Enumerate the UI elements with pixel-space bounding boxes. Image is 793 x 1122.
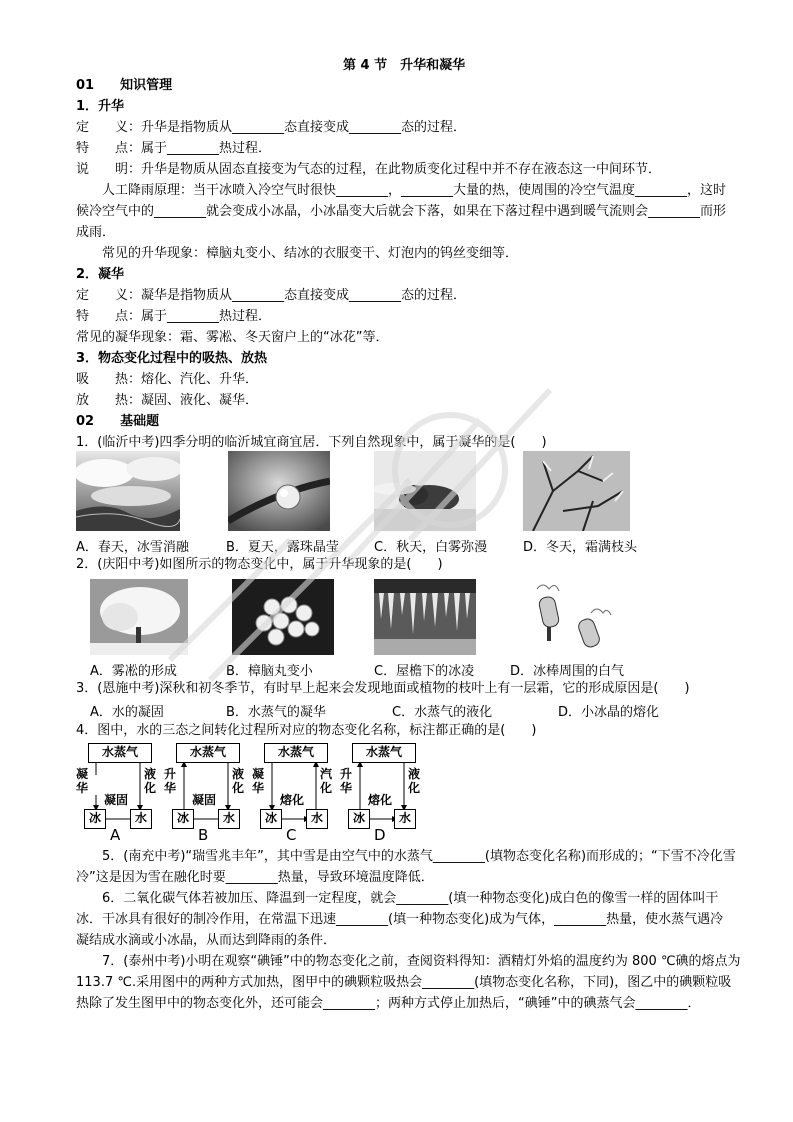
frost-branch-photo [523, 451, 630, 531]
right-label: 汽化 [320, 767, 333, 795]
section-heading: 02 基础题 [76, 414, 160, 429]
question-7-line: 7．(泰州中考)小明在观察“碘锤”中的物态变化之前，查阅资料得知：酒精灯外焰的温度约为 800 ℃碘的熔点为 [76, 954, 741, 969]
water-box: 水 [130, 809, 152, 829]
water-box: 水 [394, 809, 416, 829]
question-7-line: 113.7 ℃.采用图中的两种方式加热，图甲中的碘颗粒吸热会________(填物态变化名称，下同)，图乙中的碘颗粒吸 [76, 975, 732, 990]
diagram-letter: D [374, 826, 386, 844]
text-line: 常见的凝华现象：霜、雾凇、冬天窗户上的“冰花”等． [76, 330, 389, 345]
left-label: 凝华 [252, 767, 265, 795]
bottom-label: 凝固 [104, 793, 129, 807]
option-a: A．春天，冰雪消融 [76, 540, 189, 555]
ice-box: 冰 [172, 809, 194, 829]
water-box: 水 [218, 809, 240, 829]
rime-tree-photo [90, 579, 188, 655]
question-2-stem: 2．(庆阳中考)如图所示的物态变化中，属于升华现象的是( ) [76, 557, 443, 572]
subheading: 3．物态变化过程中的吸热、放热 [76, 351, 268, 366]
water-vapor-box: 水蒸气 [264, 743, 328, 763]
option-b: B．樟脑丸变小 [226, 664, 313, 679]
popsicle-photo [523, 579, 613, 655]
water-vapor-box: 水蒸气 [176, 743, 240, 763]
diagram-letter: A [110, 826, 121, 844]
question-6-line: 凝结成水滴或小冰晶，从而达到降雨的条件． [76, 933, 337, 948]
text-line: 特 点：属于________热过程． [76, 309, 272, 324]
subheading: 1．升华 [76, 99, 125, 114]
right-label: 液化 [232, 767, 245, 795]
text-line: 成雨． [76, 225, 116, 240]
text-line: 定 义：升华是指物质从________态直接变成________态的过程． [76, 120, 467, 135]
option-d: D．小冰晶的熔化 [558, 705, 660, 720]
question-1-stem: 1．(临沂中考)四季分明的临沂城宜商宜居．下列自然现象中，属于凝华的是( ) [76, 435, 547, 450]
option-c: C．屋檐下的冰凌 [374, 664, 475, 679]
option-d: D．冰棒周围的白气 [510, 664, 625, 679]
icicles-photo [374, 579, 476, 655]
ice-box: 冰 [348, 809, 370, 829]
dewdrop-photo [228, 451, 330, 531]
ice-box: 冰 [260, 809, 282, 829]
right-label: 液化 [408, 767, 421, 795]
page-title: 第 4 节 升华和凝华 [343, 58, 466, 73]
text-line: 候冷空气中的________就会变成小冰晶，小冰晶变大后就会下落，如果在下落过程中遇到暖气流则会________而形 [76, 204, 727, 219]
question-5-line: 冷”这是因为雪在融化时要________热量，导致环境温度降低． [76, 870, 434, 885]
question-6-line: 6．二氧化碳气体若被加压、降温到一定程度，就会________(填一种物态变化)成白色的像雪一样的固体叫干 [76, 891, 719, 906]
left-label: 升华 [164, 767, 177, 795]
text-line: 特 点：属于________热过程． [76, 141, 272, 156]
melting-ice-photo [76, 451, 180, 531]
water-vapor-box: 水蒸气 [352, 743, 416, 763]
question-4-stem: 4．图中，水的三态之间转化过程所对应的物态变化名称，标注都正确的是( ) [76, 723, 537, 738]
ice-box: 冰 [84, 809, 106, 829]
option-d: D．冬天，霜满枝头 [523, 540, 638, 555]
text-line: 吸 热：熔化、汽化、升华． [76, 372, 259, 387]
option-c: C．秋天，白雾弥漫 [374, 540, 488, 555]
option-a: A．雾凇的形成 [90, 664, 177, 679]
question-6-line: 冰．干冰具有很好的制冷作用，在常温下迅速________(填一种物态变化)成为气体，________热量，使水蒸气遇冷 [76, 912, 724, 927]
question-3-stem: 3．(恩施中考)深秋和初冬季节，有时早上起来会发现地面或植物的枝叶上有一层霜，它的形成原因是( ) [76, 681, 690, 696]
section-heading: 01 知识管理 [76, 78, 173, 93]
text-line: 常见的升华现象：樟脑丸变小、结冰的衣服变干、灯泡内的钨丝变细等． [76, 246, 519, 261]
right-label: 液化 [144, 767, 157, 795]
diagram-letter: B [198, 826, 209, 844]
text-line: 说 明：升华是物质从固态直接变为气态的过程，在此物质变化过程中并不存在液态这一中间环节． [76, 162, 662, 177]
left-label: 升华 [340, 767, 353, 795]
question-7-line: 热除了发生图甲中的物态变化外，还可能会________；两种方式停止加热后，“碘锤”中的碘蒸气会________． [76, 996, 701, 1011]
text-line: 放 热：凝固、液化、凝华． [76, 393, 259, 408]
option-c: C．水蒸气的液化 [392, 705, 493, 720]
left-label: 凝华 [76, 767, 89, 795]
option-b: B．夏天，露珠晶莹 [226, 540, 339, 555]
option-a: A．水的凝固 [90, 705, 164, 720]
diagram-letter: C [286, 826, 297, 844]
question-5-line: 5．(南充中考)“瑞雪兆丰年”，其中雪是由空气中的水蒸气________(填物态变化名称)而形成的；“下雪不冷化雪 [76, 849, 736, 864]
subheading: 2．凝华 [76, 267, 125, 282]
mothballs-photo [232, 579, 334, 655]
bottom-label: 熔化 [368, 793, 393, 807]
water-box: 水 [306, 809, 328, 829]
text-line: 定 义：凝华是指物质从________态直接变成________态的过程． [76, 288, 467, 303]
water-vapor-box: 水蒸气 [88, 743, 152, 763]
fog-photo [374, 451, 476, 531]
text-line: 人工降雨原理：当干冰喷入冷空气时很快________，________大量的热，使周围的冷空气温度________，这时 [76, 183, 727, 198]
bottom-label: 熔化 [280, 793, 305, 807]
bottom-label: 凝固 [192, 793, 217, 807]
option-b: B．水蒸气的凝华 [226, 705, 326, 720]
